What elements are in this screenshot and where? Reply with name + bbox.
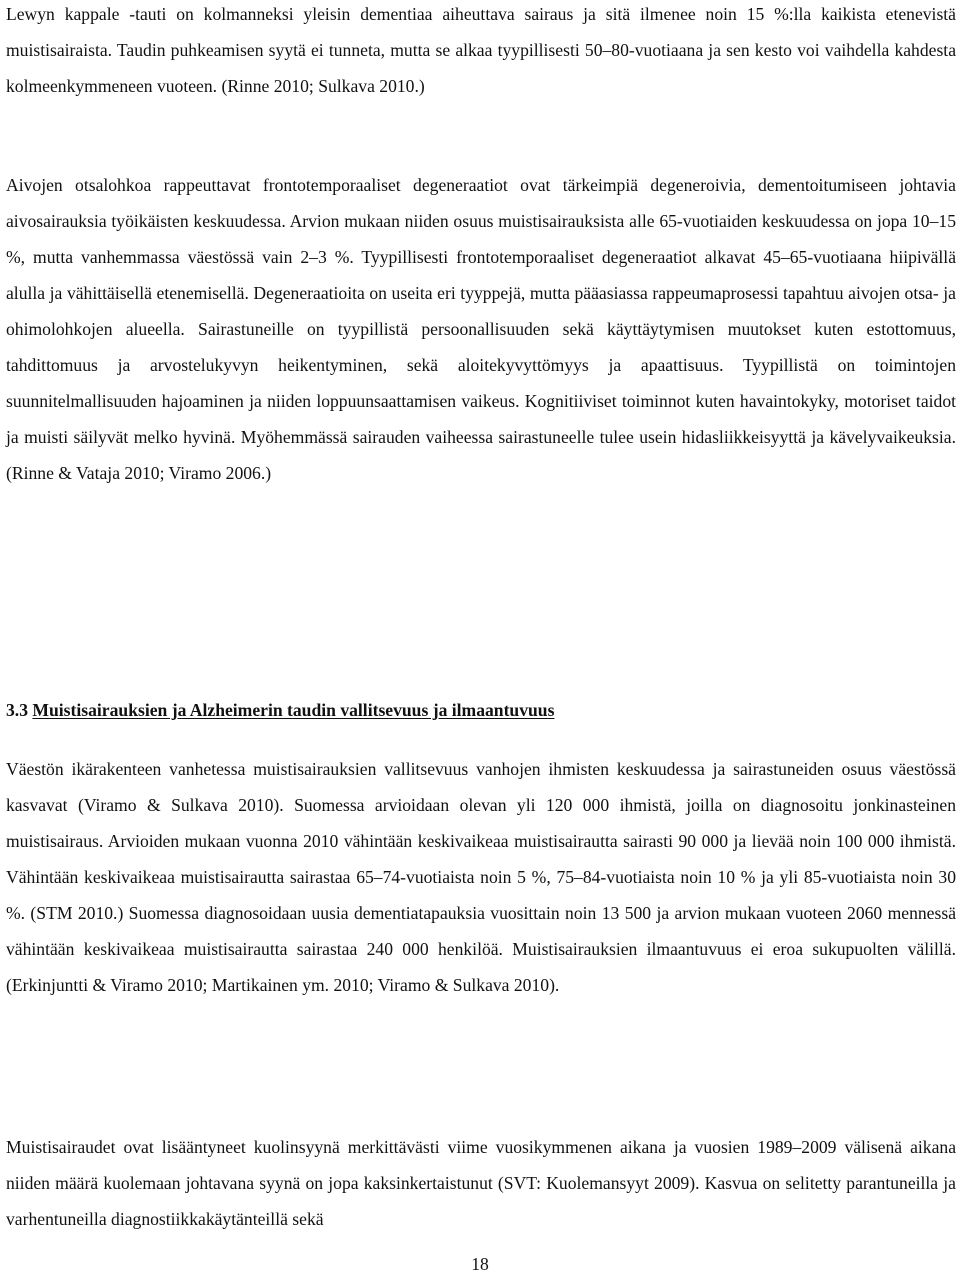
page-number: 18 bbox=[471, 1254, 489, 1274]
paragraph-frontotemporal: Aivojen otsalohkoa rappeuttavat frontotemporaaliset degeneraatiot ovat tärkeimpiä degeneroivia, dementoitumiseen johtavia aivosairauksia työikäisten keskuudessa. Arvion mukaan niiden osuus muistisairauksista alle 65-vuotiaiden keskuudessa on jopa 10–15 %, mutta vanhemmassa väestössä vain 2–3 %. Tyypillisesti frontotemporaaliset degeneraatiot alkavat 45–65-vuotiaana hiipivällä alulla ja vähittäisellä etenemisellä. Degeneraatioita on useita eri tyyppejä, mutta pääasiassa rappeumaprosessi tapahtuu aivojen otsa- ja ohimolohkojen alueella. Sairastuneille on tyypillistä persoonallisuuden sekä käyttäytymisen muutokset kuten estottomuus, tahdittomuus ja arvostelukyvyn heikentyminen, sekä aloitekyvyttömyys ja apaattisuus. Tyypillistä on toimintojen suunnitelmallisuuden hajoaminen ja niiden loppuunsaattamisen vaikeus. Kognitiiviset toiminnot kuten havaintokyky, motoriset taidot ja muisti säilyvät melko hyvinä. Myöhemmässä sairauden vaiheessa sairastuneelle tulee usein hidasliikkeisyyttä ja kävelyvaikeuksia. (Rinne & Vataja 2010; Viramo 2006.) bbox=[6, 175, 956, 483]
paragraph-lewy-body: Lewyn kappale -tauti on kolmanneksi yleisin dementiaa aiheuttava sairaus ja sitä ilmenee noin 15 %:lla kaikista etenevistä muistisairaista. Taudin puhkeamisen syytä ei tunneta, mutta se alkaa tyypillisesti 50–80-vuotiaana ja sen kesto voi vaihdella kahdesta kolmeenkymmeneen vuoteen. (Rinne 2010; Sulkava 2010.) bbox=[6, 4, 956, 96]
section-heading bbox=[6, 692, 956, 728]
paragraph-mortality: Muistisairaudet ovat lisääntyneet kuolinsyynä merkittävästi viime vuosikymmenen aikana ja vuosien 1989–2009 välisenä aikana niiden määrä kuolemaan johtavana syynä on jopa kaksinkertaistunut (SVT: Kuolemansyyt 2009). Kasvua on selitetty parantuneilla ja varhentuneilla diagnostiikkakäytänteillä sekä bbox=[6, 1137, 956, 1229]
section-title: Muistisairauksien ja Alzheimerin taudin vallitsevuus ja ilmaantuvuus bbox=[32, 700, 555, 720]
paragraph-prevalence: Väestön ikärakenteen vanhetessa muistisairauksien vallitsevuus vanhojen ihmisten keskuudessa ja sairastuneiden osuus väestössä kasvavat (Viramo & Sulkava 2010). Suomessa arvioidaan olevan yli 120 000 ihmistä, joilla on diagnosoitu jonkinasteinen muistisairaus. Arvioiden mukaan vuonna 2010 vähintään keskivaikeaa muistisairautta sairasti 90 000 ja lievää noin 100 000 ihmistä. Vähintään keskivaikeaa muistisairautta sairastaa 65–74-vuotiaista noin 5 %, 75–84-vuotiaista noin 10 % ja yli 85-vuotiaista noin 30 %. (STM 2010.) Suomessa diagnosoidaan uusia dementiatapauksia vuosittain noin 13 500 ja arvion mukaan vuoteen 2060 mennessä vähintään keskivaikeaa muistisairautta sairastaa 240 000 henkilöä. Muistisairauksien ilmaantuvuus ei eroa sukupuolten välillä. (Erkinjuntti & Viramo 2010; Martikainen ym. 2010; Viramo & Sulkava 2010). bbox=[6, 759, 956, 995]
section-number: 3.3 bbox=[6, 700, 28, 720]
